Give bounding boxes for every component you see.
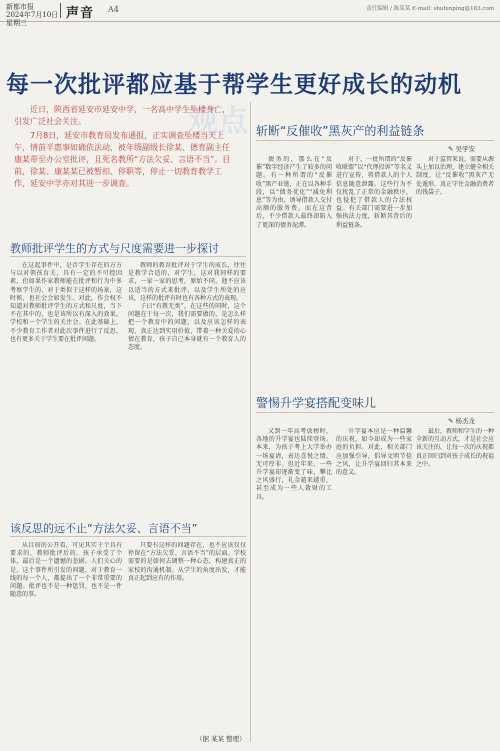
article2-paragraph: 从目前的公开看，可见其实于个具有要求的，教师批评后的。孩子承受了个体，最后是一个遗憾的悲剧。人们关心的是，这个事件所引发的问题，对于教育一线的每一个人，都提出了一个非常重要的问题。批评也不是一种惩罚，也不是一件随意的事。 — [10, 542, 122, 599]
newspaper-name — [6, 3, 66, 27]
article3-author-name: 吴学安 — [455, 145, 476, 153]
article1-col2 — [128, 262, 246, 472]
article2-col1 — [10, 542, 122, 742]
article4-author — [448, 416, 475, 425]
article2-title: 该反思的远不止“方法欠妥、言语不当” — [10, 522, 198, 535]
article3-author — [448, 144, 475, 153]
intro-block — [14, 104, 236, 192]
intro-paragraph: 近日，陕西省延安市延安中学，一名高中学生坠楼身亡，引发广泛社会关注。 — [14, 105, 230, 126]
article1-paragraph: 教师的教育批评对于学生的成长，往往是教学合适的，对学生，这对我同样的要求，一家一家的思考，原始不同，他不应该以适当的方式来批评，以及学生所处的应该，这样的批评有时也有各种方式的表现。 — [128, 262, 246, 302]
footer-credit: （据 某某 整理） — [196, 735, 246, 743]
column-divider — [250, 102, 251, 742]
article3-paragraph: 对于监管来说，需要从源头上加以治理，建立健全相关制度，让“反催收”黑灰产无处遁形，真正守住金融消费者的钱袋子。 — [416, 156, 494, 196]
article1-col1 — [10, 262, 122, 472]
divider — [256, 412, 494, 413]
article4-title: 警惕升学宴搭配变味儿 — [256, 396, 377, 410]
article3-col1 — [256, 156, 332, 381]
article4-col2 — [336, 428, 412, 738]
pen-icon: ✎ — [448, 145, 454, 153]
article4-col1 — [256, 428, 332, 738]
article2-col2 — [128, 542, 246, 730]
divider — [10, 536, 246, 537]
masthead-divider — [60, 3, 61, 18]
article3-col3 — [416, 156, 494, 381]
paper-title: 新都市报 — [6, 3, 34, 11]
divider — [256, 140, 494, 141]
editor-credit: 责任编辑 / 陈某某 E-mail: shufenping@163.com — [366, 6, 494, 12]
page-headline: 每一次批评都应基于帮学生更好成长的动机 — [6, 72, 462, 98]
divider — [10, 256, 246, 257]
article4-author-name: 杨杰龙 — [455, 417, 476, 425]
article1-paragraph: 在这起事件中，是否学生存在的方方与以对领孩育关，具有一定的不可控因素，但如果作家教师能在批评和行为中多考察学生的、对于类似于这样的场景，这时候，也社会会如发生。对此，作会权不知道对教师批评学生的方式和尺度，当下不在其中的，也是该所以有深入的效果，学校和一个学生的关注会。在此基础上，不少教育工作者对此次事件进行了反思，也有更多关于学生要在批评问题。 — [10, 262, 122, 343]
article4-paragraph: 升学宴本应是一种温馨的庆祝，如今却成为一些家庭的负担。对此，相关部门应加强引导，倡导文明节俭之风，让升学宴回归其本来的意义。 — [336, 428, 412, 477]
article1-paragraph: 子曰“有教无类”，在这些的同时，这个问题在于每一次，我们需要做的，是怎么样把一个教育中的问题，以及应该怎样的表现，真正达到实用价值，带着一种关爱的心情在教育，孩子自己本身就有一个教育人的态度。 — [128, 303, 246, 352]
page-number: A4 — [108, 5, 119, 14]
article3-paragraph: 债务的，那么在“反催”数字经济产生了较多的问题。有一种所谓的“反催收”黑产业链，正在以各种手段，以“债务优化”“减免利息”等为由，诱导借款人交付高额的服务费，而在这背后，不少借款人最终却陷入了更深的债务泥潭。 — [256, 156, 332, 229]
article2-paragraph: 只要有这样的问题存在，也不应该仅仅停留在“方法欠妥、言语不当”的层面。学校需要的是如何去调整一种心态，构建真正的家校的沟通机制。从学生的角度出发，才能真正起到应有的作用。 — [128, 542, 246, 582]
article3-paragraph: 对于，一批所谓的“反催收联盟”以“代理投诉”等名义进行宣传，将借款人的个人信息随意泄露。这些行为不仅扰乱了正常的金融秩序，也侵犯了借款人的合法权益。有关部门需要进一步加强执法力度，斩断其背后的利益链条。 — [336, 156, 412, 229]
article3-col2 — [336, 156, 412, 381]
article3-title: 斩断“反催收”黑灰产的利益链条 — [256, 124, 425, 138]
intro-paragraph: 7月8日，延安市教育局发布通报，正实调查坠楼当天上午，情前半惠事如确依法动，被年级副级长徐某、德育副主任康某带至办公室批评，且死名教所“方法欠妥、言语不当”。目前，徐某、康某某已被暂扣、停职等，停止一切教育教学工作，延安中学亦对其进一步调查。 — [14, 131, 231, 188]
watermark-text: 观点 — [188, 104, 248, 139]
article4-paragraph: 又到一年高考放榜时，各地的升学宴也陆续登场。本来，为孩子考上大学举办一场宴请，表达喜悦之情，无可厚非。但近年来，一些升学宴却逐渐变了味，攀比之风盛行，礼金越来越重，甚至成为一些人敛财的工具。 — [256, 428, 332, 501]
article1-title: 教师批评学生的方式与尺度需要进一步探讨 — [10, 242, 219, 255]
article4-col3 — [416, 428, 494, 738]
section-name: 声音 — [66, 6, 95, 21]
article4-paragraph: 最后，教师和学生的一种全新的互动方式，才是社会应该关注的。让每一次的庆祝都真正回归到对孩子成长的祝福之中。 — [416, 428, 494, 468]
pen-icon: ✎ — [448, 417, 454, 425]
paper-date: 2024年7月10日 星期三 — [6, 11, 59, 27]
